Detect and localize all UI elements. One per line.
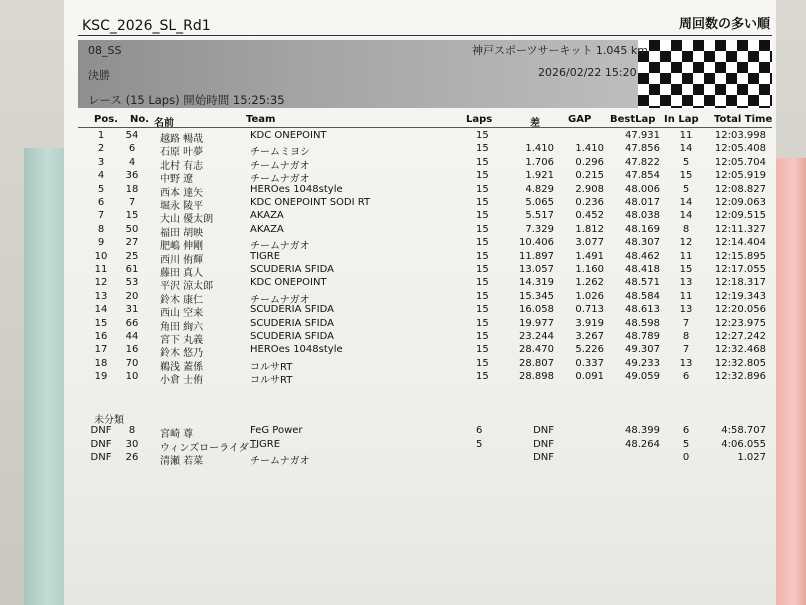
cell-name: 中野 遼 bbox=[160, 174, 194, 186]
cell-diff: 7.329 bbox=[525, 223, 554, 235]
cell-best: 47.856 bbox=[625, 143, 660, 155]
cell-laps: 15 bbox=[476, 250, 489, 262]
cell-team: SCUDERIA SFIDA bbox=[250, 264, 334, 275]
cell-laps: 15 bbox=[476, 143, 489, 155]
col-header-pos: Pos. bbox=[94, 114, 118, 125]
cell-inlap: 8 bbox=[682, 331, 690, 342]
cell-gap: 1.026 bbox=[575, 290, 604, 302]
cell-no: 36 bbox=[125, 170, 139, 182]
cell-diff: 14.319 bbox=[519, 277, 554, 289]
cell-team: コルサRT bbox=[250, 375, 293, 387]
cell-no: 66 bbox=[125, 317, 139, 329]
cell-laps: 15 bbox=[476, 170, 489, 182]
cell-inlap: 5 bbox=[682, 183, 690, 195]
cell-name: 鈴木 悠乃 bbox=[160, 348, 204, 360]
cell-gap: 2.908 bbox=[575, 183, 604, 195]
cell-inlap: 13 bbox=[679, 304, 693, 316]
cell-diff: 1.410 bbox=[525, 143, 554, 155]
cell-best: 47.931 bbox=[625, 130, 660, 141]
cell-best: 48.307 bbox=[625, 237, 660, 249]
cell-laps: 15 bbox=[476, 277, 489, 289]
cell-name: 堀永 陵平 bbox=[160, 201, 204, 212]
cell-total: 12:18.317 bbox=[714, 277, 766, 289]
title-divider bbox=[78, 35, 772, 36]
cell-inlap: 6 bbox=[682, 371, 690, 383]
cell-pos: DNF bbox=[90, 452, 112, 463]
cell-no: 7 bbox=[128, 197, 136, 208]
table-row bbox=[64, 224, 776, 238]
table-row bbox=[64, 452, 776, 466]
cell-pos: 11 bbox=[94, 264, 108, 275]
cell-best: 49.059 bbox=[625, 371, 660, 383]
cell-diff: 15.345 bbox=[519, 290, 554, 302]
cell-inlap: 5 bbox=[682, 156, 690, 168]
cell-pos: 2 bbox=[97, 143, 105, 155]
cell-pos: 12 bbox=[94, 277, 108, 289]
cell-diff: 28.898 bbox=[519, 371, 554, 383]
cell-name: 鵜浅 蓋係 bbox=[160, 361, 204, 373]
cell-total: 12:08.827 bbox=[714, 183, 766, 195]
cell-laps: 15 bbox=[476, 304, 489, 316]
cell-name: 越路 暢哉 bbox=[160, 134, 204, 145]
cell-laps: 15 bbox=[476, 290, 489, 302]
cell-diff: 4.829 bbox=[525, 183, 554, 195]
col-header-name: 名前 bbox=[154, 118, 174, 129]
cell-inlap: 12 bbox=[679, 237, 693, 249]
cell-gap: 5.226 bbox=[575, 344, 604, 356]
cell-best: 48.598 bbox=[625, 317, 660, 329]
cell-diff: DNF bbox=[533, 425, 554, 436]
cell-best: 48.169 bbox=[625, 223, 660, 235]
cell-team: コルサRT bbox=[250, 361, 293, 373]
table-row bbox=[64, 304, 776, 318]
cell-gap: 0.215 bbox=[575, 170, 604, 182]
cell-name: 角田 絢六 bbox=[160, 321, 204, 333]
cell-name: 北村 有志 bbox=[160, 160, 204, 172]
cell-inlap: 15 bbox=[679, 264, 693, 275]
cell-name: 宮崎 尊 bbox=[160, 429, 194, 440]
class-name: 08_SS bbox=[88, 44, 122, 57]
cell-team: AKAZA bbox=[250, 210, 284, 222]
cell-laps: 15 bbox=[476, 264, 489, 275]
cell-total: 12:05.408 bbox=[714, 143, 766, 155]
cell-inlap: 14 bbox=[679, 210, 693, 222]
cell-inlap: 14 bbox=[679, 143, 693, 155]
cell-gap: 3.077 bbox=[575, 237, 604, 249]
cell-no: 6 bbox=[128, 143, 136, 155]
cell-pos: 9 bbox=[97, 237, 105, 249]
cell-total: 12:32.896 bbox=[714, 371, 766, 383]
table-row bbox=[64, 143, 776, 157]
cell-best: 49.307 bbox=[625, 344, 660, 356]
cell-no: 26 bbox=[125, 452, 139, 463]
cell-team: KDC ONEPOINT bbox=[250, 130, 327, 141]
session-date: 2026/02/22 15:20 bbox=[538, 66, 637, 79]
cell-team: チームミヨシ bbox=[250, 147, 310, 159]
cell-best: 49.233 bbox=[625, 357, 660, 369]
table-row bbox=[64, 130, 776, 144]
cell-inlap: 15 bbox=[679, 170, 693, 182]
cell-laps: 15 bbox=[476, 130, 489, 141]
table-row bbox=[64, 344, 776, 358]
cell-total: 12:32.468 bbox=[714, 344, 766, 356]
table-row bbox=[64, 251, 776, 265]
cell-best: 48.017 bbox=[625, 197, 660, 208]
cell-laps: 15 bbox=[476, 237, 489, 249]
session-tag: 決勝 bbox=[88, 69, 110, 82]
cell-pos: 5 bbox=[97, 183, 105, 195]
cell-diff: 28.470 bbox=[519, 344, 554, 356]
cell-gap: 0.236 bbox=[575, 197, 604, 208]
cell-pos: 19 bbox=[94, 371, 108, 383]
cell-gap: 1.262 bbox=[575, 277, 604, 289]
cell-team: TIGRE bbox=[250, 438, 281, 450]
cell-total: 12:19.343 bbox=[714, 290, 766, 302]
cell-total: 12:20.056 bbox=[714, 304, 766, 316]
cell-team: チームナガオ bbox=[250, 174, 310, 186]
cell-laps: 15 bbox=[476, 331, 489, 342]
cell-name: 西本 達矢 bbox=[160, 187, 204, 199]
cell-best: 48.399 bbox=[625, 425, 660, 436]
cell-team: HEROes 1048style bbox=[250, 344, 343, 356]
cell-no: 54 bbox=[125, 130, 139, 141]
cell-pos: DNF bbox=[90, 438, 112, 450]
cell-no: 50 bbox=[125, 223, 139, 235]
cell-total: 12:15.895 bbox=[714, 250, 766, 262]
cell-total: 4:06.055 bbox=[721, 438, 766, 450]
cell-pos: 10 bbox=[94, 250, 108, 262]
cell-best: 48.584 bbox=[625, 290, 660, 302]
cell-no: 53 bbox=[125, 277, 139, 289]
cell-no: 61 bbox=[125, 264, 139, 275]
cell-diff: 28.807 bbox=[519, 357, 554, 369]
cell-pos: 8 bbox=[97, 223, 105, 235]
cell-no: 20 bbox=[125, 290, 139, 302]
cell-team: チームナガオ bbox=[250, 241, 310, 253]
cell-best: 48.613 bbox=[625, 304, 660, 316]
cell-total: 1.027 bbox=[737, 452, 766, 463]
table-row bbox=[64, 157, 776, 171]
cell-team: SCUDERIA SFIDA bbox=[250, 304, 334, 316]
cell-gap: 0.713 bbox=[575, 304, 604, 316]
cell-team: SCUDERIA SFIDA bbox=[250, 317, 334, 329]
cell-gap: 3.919 bbox=[575, 317, 604, 329]
cell-laps: 15 bbox=[476, 371, 489, 383]
cell-total: 12:14.404 bbox=[714, 237, 766, 249]
cell-pos: 7 bbox=[97, 210, 105, 222]
cell-best: 48.789 bbox=[625, 331, 660, 342]
cell-name: 福田 胡映 bbox=[160, 227, 204, 239]
cell-no: 44 bbox=[125, 331, 139, 342]
table-row bbox=[64, 439, 776, 453]
col-header-total: Total Time bbox=[714, 114, 773, 125]
cell-gap: 1.812 bbox=[575, 223, 604, 235]
cell-best: 48.462 bbox=[625, 250, 660, 262]
sheet-title: KSC_2026_SL_Rd1 bbox=[82, 18, 211, 34]
cell-best: 48.418 bbox=[625, 264, 660, 275]
cell-no: 25 bbox=[125, 250, 139, 262]
col-header-bestlap: BestLap bbox=[610, 114, 656, 125]
cell-gap: 0.452 bbox=[575, 210, 604, 222]
cell-pos: 4 bbox=[97, 170, 105, 182]
unclassified-label: 未分類 bbox=[94, 415, 124, 426]
cell-gap: 1.410 bbox=[575, 143, 604, 155]
cell-pos: 6 bbox=[97, 197, 105, 208]
cell-name: 肥嶋 伸剛 bbox=[160, 241, 204, 253]
cell-name: 石原 叶夢 bbox=[160, 147, 204, 159]
cell-team: チームナガオ bbox=[250, 160, 310, 172]
results-sheet bbox=[64, 0, 776, 605]
cell-total: 12:03.998 bbox=[714, 130, 766, 141]
table-row bbox=[64, 264, 776, 278]
cell-no: 70 bbox=[125, 357, 139, 369]
cell-inlap: 14 bbox=[679, 197, 693, 208]
cell-no: 18 bbox=[125, 183, 139, 195]
checkered-flag-pattern bbox=[638, 40, 772, 108]
cell-gap: 0.091 bbox=[575, 371, 604, 383]
cell-team: チームナガオ bbox=[250, 294, 310, 306]
cell-best: 48.264 bbox=[625, 438, 660, 450]
col-header-inlap: In Lap bbox=[664, 114, 699, 125]
cell-pos: 3 bbox=[97, 156, 105, 168]
cell-diff: 13.057 bbox=[519, 264, 554, 275]
cell-name: 西川 侑輝 bbox=[160, 254, 204, 266]
cell-team: KDC ONEPOINT bbox=[250, 277, 327, 289]
table-row bbox=[64, 425, 776, 439]
table-row bbox=[64, 170, 776, 184]
cell-no: 30 bbox=[125, 438, 139, 450]
table-row bbox=[64, 197, 776, 211]
cell-laps: 15 bbox=[476, 223, 489, 235]
cell-name: 平沢 涼太郎 bbox=[160, 281, 214, 293]
cell-inlap: 11 bbox=[679, 290, 693, 302]
cell-team: AKAZA bbox=[250, 223, 284, 235]
cell-inlap: 0 bbox=[682, 452, 690, 463]
cell-pos: 17 bbox=[94, 344, 108, 356]
cell-laps: 15 bbox=[476, 317, 489, 329]
cell-name: 藤田 真人 bbox=[160, 268, 204, 279]
cell-diff: 5.065 bbox=[525, 197, 554, 208]
cell-total: 12:09.515 bbox=[714, 210, 766, 222]
cell-inlap: 7 bbox=[682, 317, 690, 329]
cell-team: SCUDERIA SFIDA bbox=[250, 331, 334, 342]
binder-right bbox=[776, 158, 806, 605]
cell-gap: 0.296 bbox=[575, 156, 604, 168]
col-header-team: Team bbox=[246, 114, 276, 125]
cell-name: 宮下 丸義 bbox=[160, 335, 204, 346]
cell-inlap: 11 bbox=[679, 250, 693, 262]
table-row bbox=[64, 210, 776, 224]
col-header-laps: Laps bbox=[466, 114, 493, 125]
cell-laps: 15 bbox=[476, 197, 489, 208]
cell-total: 12:05.919 bbox=[714, 170, 766, 182]
cell-pos: 1 bbox=[97, 130, 105, 141]
cell-laps: 5 bbox=[476, 438, 483, 450]
cell-inlap: 13 bbox=[679, 277, 693, 289]
cell-no: 4 bbox=[128, 156, 136, 168]
circuit-info: 神戸スポーツサーキット 1.045 km bbox=[472, 44, 648, 57]
cell-pos: 15 bbox=[94, 317, 108, 329]
cell-name: 西山 空来 bbox=[160, 308, 204, 320]
cell-total: 12:27.242 bbox=[714, 331, 766, 342]
table-row bbox=[64, 237, 776, 251]
cell-diff: 5.517 bbox=[525, 210, 554, 222]
cell-gap: 1.160 bbox=[575, 264, 604, 275]
cell-laps: 15 bbox=[476, 156, 489, 168]
table-row bbox=[64, 331, 776, 345]
cell-no: 31 bbox=[125, 304, 139, 316]
cell-no: 16 bbox=[125, 344, 139, 356]
cell-no: 8 bbox=[128, 425, 136, 436]
cell-best: 47.822 bbox=[625, 156, 660, 168]
cell-inlap: 11 bbox=[679, 130, 693, 141]
table-row bbox=[64, 277, 776, 291]
cell-diff: 1.706 bbox=[525, 156, 554, 168]
col-header-no: No. bbox=[130, 114, 150, 125]
cell-total: 4:58.707 bbox=[721, 425, 766, 436]
cell-best: 48.006 bbox=[625, 183, 660, 195]
cell-pos: DNF bbox=[90, 425, 112, 436]
cell-total: 12:11.327 bbox=[714, 223, 766, 235]
cell-laps: 15 bbox=[476, 210, 489, 222]
header-divider bbox=[78, 127, 772, 128]
cell-name: 鈴木 康仁 bbox=[160, 294, 204, 306]
cell-best: 47.854 bbox=[625, 170, 660, 182]
cell-pos: 13 bbox=[94, 290, 108, 302]
cell-total: 12:05.704 bbox=[714, 156, 766, 168]
cell-no: 10 bbox=[125, 371, 139, 383]
cell-diff: 11.897 bbox=[519, 250, 554, 262]
cell-diff: 19.977 bbox=[519, 317, 554, 329]
table-row bbox=[64, 184, 776, 198]
table-row bbox=[64, 371, 776, 385]
cell-no: 15 bbox=[125, 210, 139, 222]
cell-total: 12:09.063 bbox=[714, 197, 766, 208]
cell-best: 48.571 bbox=[625, 277, 660, 289]
cell-team: HEROes 1048style bbox=[250, 183, 343, 195]
cell-team: KDC ONEPOINT SODI RT bbox=[250, 197, 371, 208]
sort-order-label: 周回数の多い順 bbox=[678, 17, 770, 32]
cell-best: 48.038 bbox=[625, 210, 660, 222]
cell-no: 27 bbox=[125, 237, 139, 249]
cell-gap: 3.267 bbox=[575, 331, 604, 342]
table-row bbox=[64, 358, 776, 372]
cell-total: 12:23.975 bbox=[714, 317, 766, 329]
cell-inlap: 5 bbox=[682, 438, 690, 450]
cell-gap: 0.337 bbox=[575, 357, 604, 369]
cell-name: ウィンズローライダー bbox=[160, 442, 259, 454]
cell-laps: 15 bbox=[476, 344, 489, 356]
table-row bbox=[64, 318, 776, 332]
cell-inlap: 13 bbox=[679, 357, 693, 369]
cell-inlap: 6 bbox=[682, 425, 690, 436]
cell-team: FeG Power bbox=[250, 425, 303, 436]
cell-diff: 23.244 bbox=[519, 331, 554, 342]
cell-pos: 14 bbox=[94, 304, 108, 316]
cell-inlap: 8 bbox=[682, 223, 690, 235]
table-row bbox=[64, 291, 776, 305]
col-header-gap: GAP bbox=[568, 114, 592, 125]
cell-diff: DNF bbox=[533, 438, 554, 450]
cell-pos: 16 bbox=[94, 331, 108, 342]
cell-diff: 1.921 bbox=[525, 170, 554, 182]
cell-gap: 1.491 bbox=[575, 250, 604, 262]
race-info: レース (15 Laps) 開始時間 15:25:35 bbox=[88, 93, 285, 107]
cell-total: 12:17.055 bbox=[714, 264, 766, 275]
col-header-diff: 差 bbox=[530, 118, 540, 129]
cell-team: チームナガオ bbox=[250, 456, 310, 467]
cell-pos: 18 bbox=[94, 357, 108, 369]
cell-diff: 16.058 bbox=[519, 304, 554, 316]
cell-total: 12:32.805 bbox=[714, 357, 766, 369]
cell-laps: 15 bbox=[476, 183, 489, 195]
cell-name: 小倉 士侑 bbox=[160, 375, 204, 387]
cell-inlap: 7 bbox=[682, 344, 690, 356]
cell-name: 大山 優太朗 bbox=[160, 214, 214, 226]
cell-name: 清瀬 若菜 bbox=[160, 456, 204, 467]
cell-laps: 15 bbox=[476, 357, 489, 369]
cell-diff: DNF bbox=[533, 452, 554, 463]
cell-diff: 10.406 bbox=[519, 237, 554, 249]
cell-team: TIGRE bbox=[250, 250, 281, 262]
cell-laps: 6 bbox=[476, 425, 483, 436]
